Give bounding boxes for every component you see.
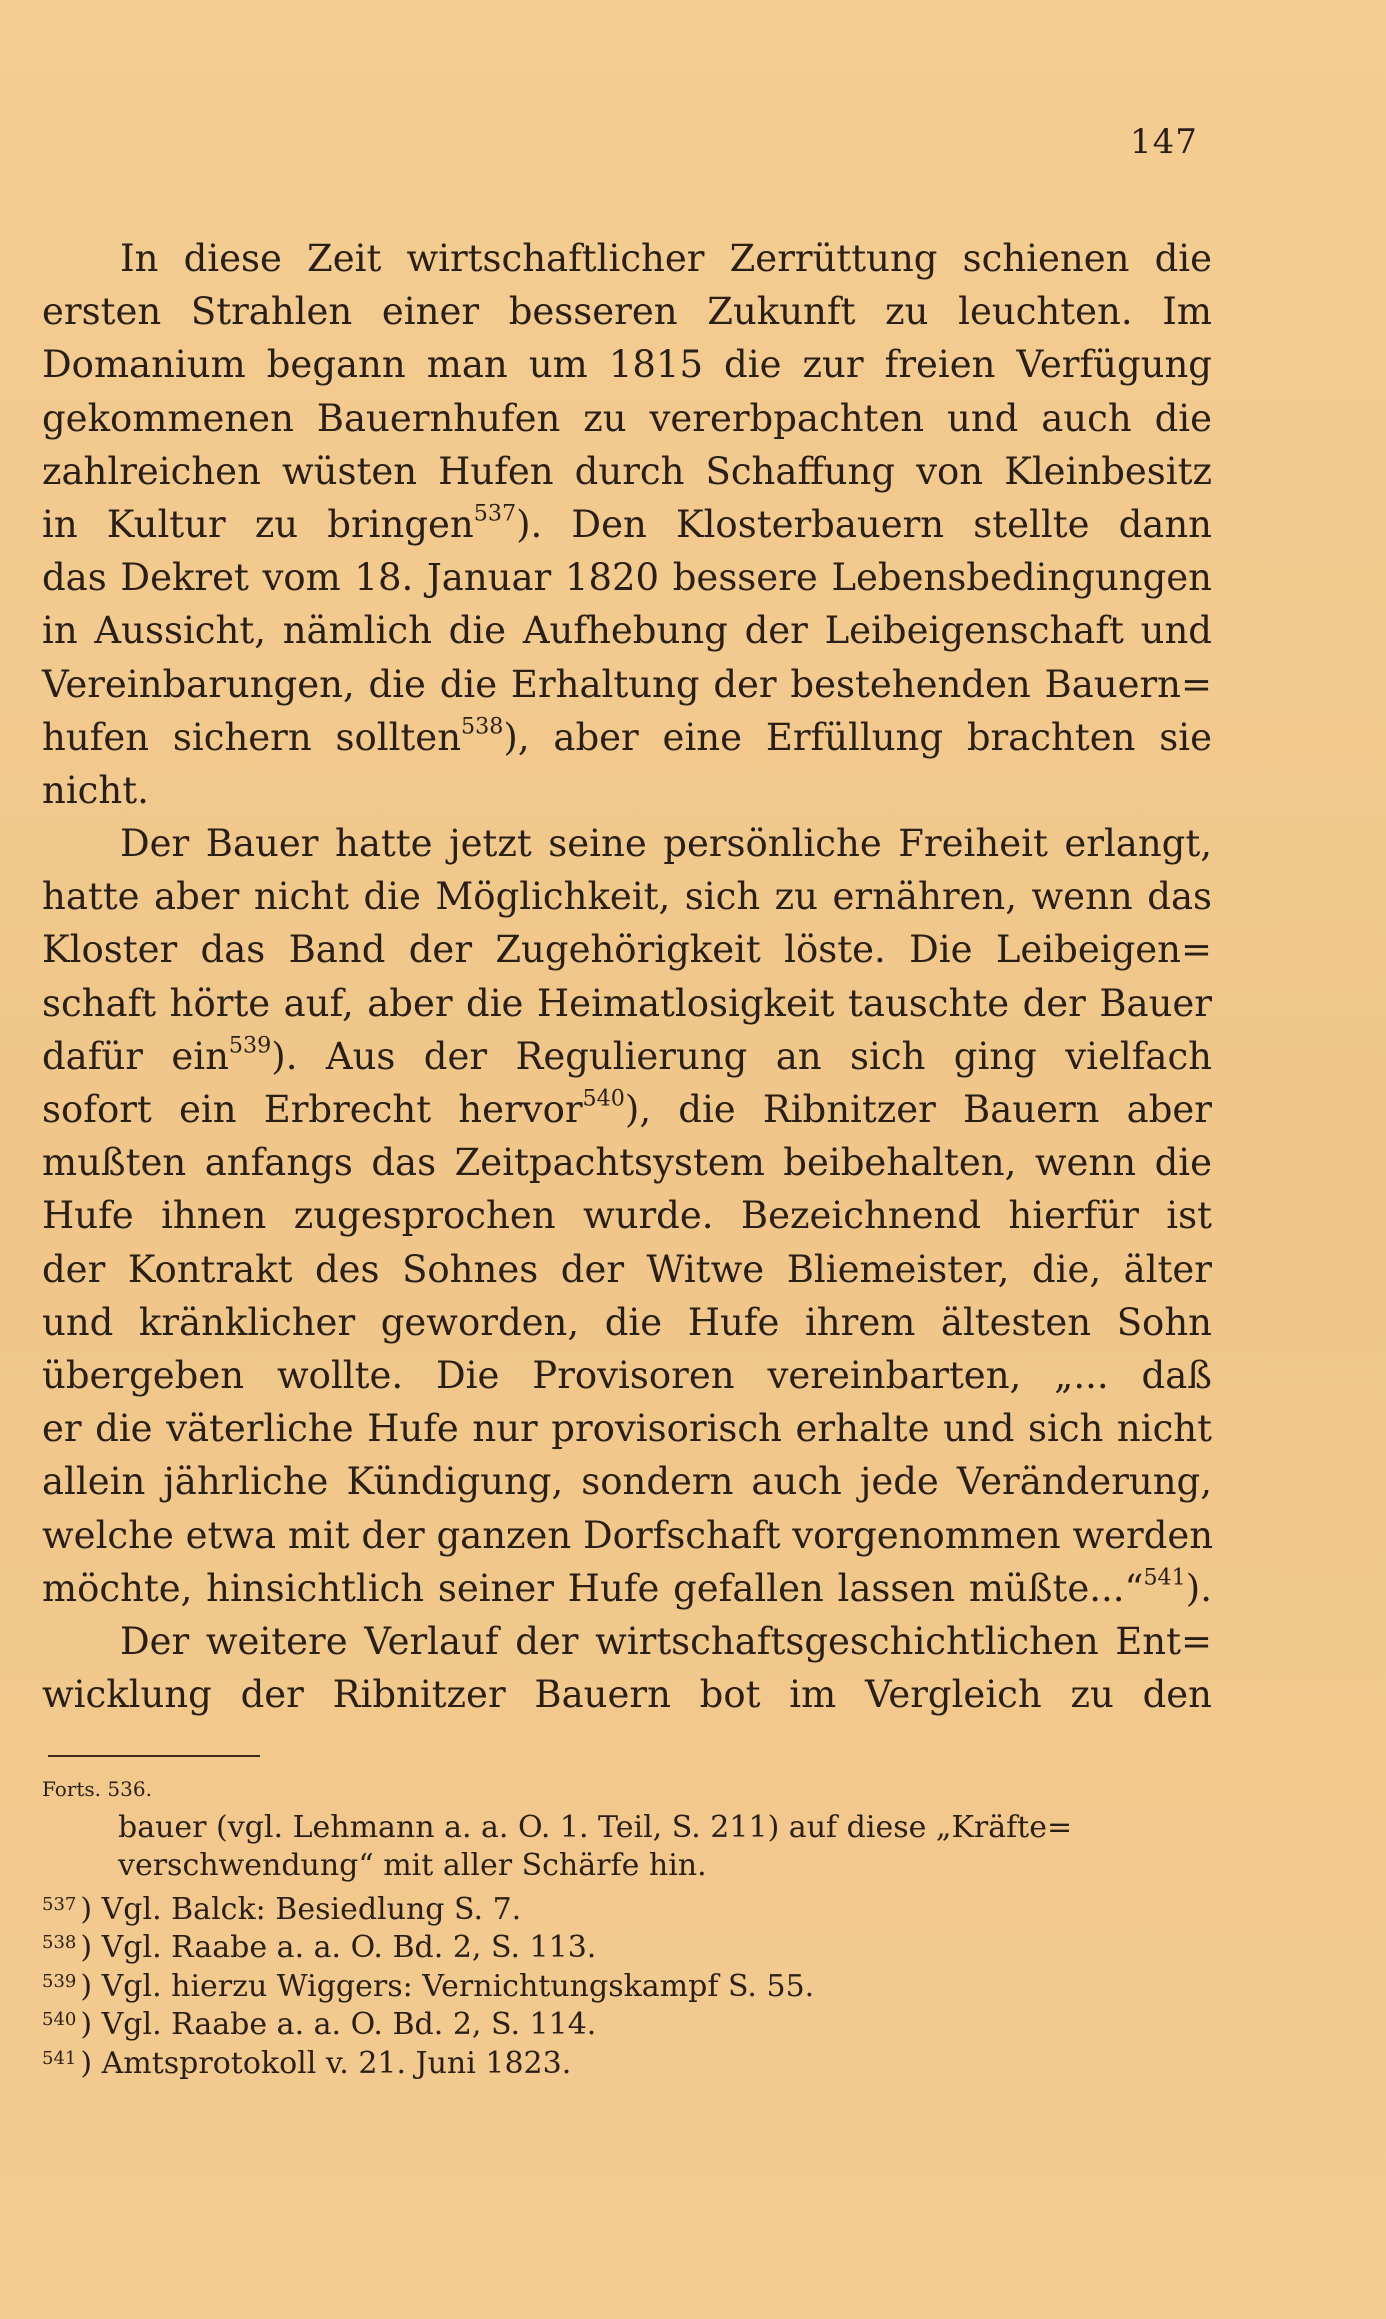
main-text	[42, 232, 1212, 1721]
text-line: Der Bauer hatte jetzt seine persönliche Freiheit erlangt,	[120, 822, 1212, 866]
text-line: Domanium begann man um 1815 die zur freien Verfügung	[42, 343, 1212, 387]
footnote-separator	[48, 1755, 260, 1757]
text-line: wicklung der Ribnitzer Bauern bot im Vergleich zu den	[42, 1673, 1212, 1717]
footnote-ref: 539	[228, 1032, 272, 1059]
text-line: übergeben wollte. Die Provisoren vereinbarten, „... daß	[42, 1353, 1212, 1397]
page-number: 147	[1130, 122, 1198, 162]
text-line: welche etwa mit der ganzen Dorfschaft vorgenommen werden	[42, 1513, 1214, 1557]
footnote-539: $^{539}$ ) Vgl. hierzu Wiggers: Vernichtungskampf S. 55.	[42, 1968, 815, 2004]
footnote-ref: 540	[582, 1085, 625, 1112]
footnote-continuation-label: Forts. 536.	[42, 1777, 152, 1801]
text-line: sofort ein Erbrecht hervor$^{540}$), die Ribnitzer Bauern aber	[42, 1085, 1212, 1131]
text-line: Vereinbarungen, die die Erhaltung der bestehenden Bauern=	[42, 662, 1212, 706]
footnote-538: $^{538}$ ) Vgl. Raabe a. a. O. Bd. 2, S. 113.	[42, 1930, 597, 1965]
text-line: das Dekret vom 18. Januar 1820 bessere Lebensbedingungen	[42, 556, 1212, 600]
footnote-ref: 538	[461, 713, 504, 740]
text-line: hatte aber nicht die Möglichkeit, sich zu ernähren, wenn das	[42, 875, 1212, 919]
text-line: schaft hörte auf, aber die Heimatlosigkeit tauschte der Bauer	[42, 981, 1212, 1025]
text-line: Der weitere Verlauf der wirtschaftsgeschichtlichen Ent=	[120, 1619, 1212, 1663]
text-line: Kloster das Band der Zugehörigkeit löste. Die Leibeigen=	[42, 928, 1212, 972]
footnote-continuation-line: bauer (vgl. Lehmann a. a. O. 1. Teil, S. 211) auf diese „Kräfte=	[118, 1809, 1073, 1845]
text-line: allein jährliche Kündigung, sondern auch jede Veränderung,	[42, 1460, 1212, 1504]
text-line: und kränklicher geworden, die Hufe ihrem ältesten Sohn	[42, 1300, 1212, 1344]
footnote-537: $^{537}$ ) Vgl. Balck: Besiedlung S. 7.	[42, 1891, 522, 1927]
footnotes	[42, 1770, 1212, 2081]
text-line: In diese Zeit wirtschaftlicher Zerrüttung schienen die	[120, 237, 1212, 280]
text-line: möchte, hinsichtlich seiner Hufe gefallen lassen müßte...“$^{541}$).	[42, 1564, 1212, 1610]
footnote-540: $^{540}$ ) Vgl. Raabe a. a. O. Bd. 2, S. 114.	[42, 2007, 597, 2042]
footnote-541: $^{541}$ ) Amtsprotokoll v. 21. Juni 1823.	[42, 2045, 572, 2081]
text-line: in Kultur zu bringen$^{537}$). Den Klosterbauern stellte dann	[42, 500, 1213, 546]
text-line: er die väterliche Hufe nur provisorisch erhalte und sich nicht	[42, 1407, 1212, 1451]
text-line: mußten anfangs das Zeitpachtsystem beibehalten, wenn die	[42, 1141, 1212, 1185]
text-line: ersten Strahlen einer besseren Zukunft zu leuchten. Im	[42, 290, 1212, 334]
text-line: nicht.	[42, 768, 149, 812]
text-line: hufen sichern sollten$^{538}$), aber eine Erfüllung brachten sie	[42, 713, 1212, 759]
text-line: Hufe ihnen zugesprochen wurde. Bezeichnend hierfür ist	[42, 1194, 1212, 1238]
text-line: zahlreichen wüsten Hufen durch Schaffung von Kleinbesitz	[42, 449, 1212, 493]
footnote-continuation-line: verschwendung“ mit aller Schärfe hin.	[118, 1848, 707, 1883]
footnote-ref: 537	[473, 500, 517, 527]
text-line: der Kontrakt des Sohnes der Witwe Bliemeister, die, älter	[42, 1247, 1212, 1291]
text-line: dafür ein$^{539}$). Aus der Regulierung an sich ging vielfach	[42, 1032, 1212, 1078]
text-line: gekommenen Bauernhufen zu vererbpachten und auch die	[42, 396, 1212, 440]
footnote-ref: 541	[1143, 1564, 1186, 1591]
text-line: in Aussicht, nämlich die Aufhebung der Leibeigenschaft und	[42, 609, 1212, 653]
